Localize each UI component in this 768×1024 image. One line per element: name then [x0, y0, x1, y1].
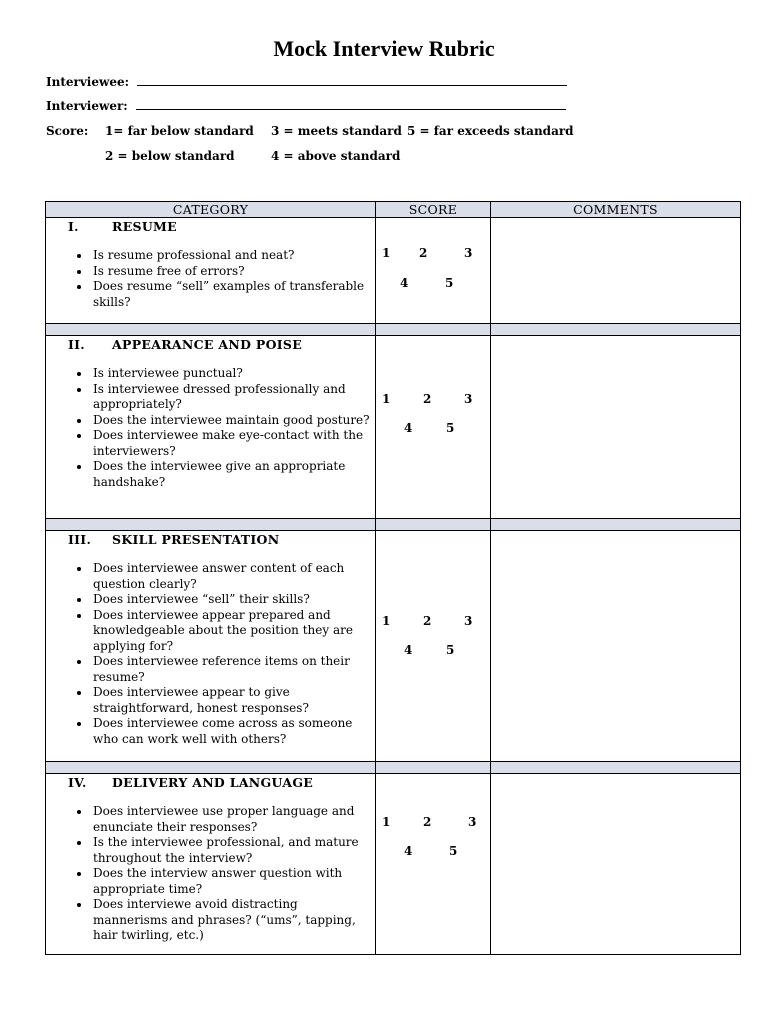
score-option-5[interactable]: 5: [449, 844, 458, 858]
score-option-2[interactable]: 2: [423, 392, 432, 406]
page-title: Mock Interview Rubric: [273, 36, 495, 61]
category-cell: [46, 531, 376, 762]
category-cell: [46, 218, 376, 324]
rubric-table: [45, 201, 741, 955]
category-heading: [46, 532, 375, 547]
score-option-4[interactable]: 4: [404, 421, 413, 435]
score-key-1: 1= far below standard: [105, 124, 254, 138]
category-row-delivery: [46, 774, 741, 955]
question-item: • Does interviewee appear to give straightforward, honest responses?: [91, 685, 375, 716]
score-key-4: 4 = above standard: [271, 149, 401, 163]
category-name: SKILL PRESENTATION: [112, 532, 280, 547]
question-item: • Does the interviewee give an appropriate handshake?: [91, 459, 375, 490]
question-item: • Is interviewee punctual?: [91, 366, 375, 382]
question-item: • Does interviewee come across as someone who can work well with others?: [91, 716, 375, 747]
comments-cell[interactable]: [491, 336, 741, 519]
category-heading: [46, 337, 375, 352]
score-option-2[interactable]: 2: [423, 815, 432, 829]
question-item: • Does the interviewee maintain good posture?: [91, 413, 375, 429]
question-item: • Does interviewe avoid distracting mannerisms and phrases? (“ums”, tapping, hair twirling, etc.): [91, 897, 375, 944]
comments-cell[interactable]: [491, 531, 741, 762]
score-option-2[interactable]: 2: [423, 614, 432, 628]
score-option-2[interactable]: 2: [419, 246, 428, 260]
question-item: • Does interviewee “sell” their skills?: [91, 592, 375, 608]
question-item: • Does the interview answer question with appropriate time?: [91, 866, 375, 897]
question-list: [46, 366, 375, 490]
score-option-3[interactable]: 3: [464, 246, 473, 260]
score-key-2: 2 = below standard: [105, 149, 235, 163]
score-option-5[interactable]: 5: [446, 643, 455, 657]
score-option-4[interactable]: 4: [400, 276, 409, 290]
category-row-skill: [46, 531, 741, 762]
category-numeral: IV.: [68, 775, 87, 790]
category-heading: [46, 775, 375, 790]
interviewee-line[interactable]: [137, 74, 567, 86]
question-item: • Is interviewee dressed professionally and appropriately?: [91, 382, 375, 413]
interviewer-field: [46, 98, 566, 113]
question-list: [46, 804, 375, 944]
score-cell[interactable]: [376, 774, 491, 955]
interviewer-line[interactable]: [136, 98, 566, 110]
category-numeral: III.: [68, 532, 92, 547]
score-option-5[interactable]: 5: [446, 421, 455, 435]
score-key-label: Score:: [46, 124, 89, 138]
score-cell[interactable]: [376, 531, 491, 762]
category-row-resume: [46, 218, 741, 324]
score-option-4[interactable]: 4: [404, 643, 413, 657]
score-option-1[interactable]: 1: [382, 815, 391, 829]
question-item: • Does interviewee appear prepared and knowledgeable about the position they are applying for?: [91, 608, 375, 655]
score-cell[interactable]: [376, 218, 491, 324]
question-item: • Does resume “sell” examples of transferable skills?: [91, 279, 375, 310]
question-item: • Is the interviewee professional, and mature throughout the interview?: [91, 835, 375, 866]
score-key-3: 3 = meets standard: [271, 124, 402, 138]
category-name: RESUME: [112, 219, 178, 234]
question-item: • Does interviewee answer content of each question clearly?: [91, 561, 375, 592]
score-option-3[interactable]: 3: [464, 614, 473, 628]
category-name: DELIVERY AND LANGUAGE: [112, 775, 314, 790]
question-item: • Does interviewee reference items on their resume?: [91, 654, 375, 685]
category-cell: [46, 774, 376, 955]
comments-cell[interactable]: [491, 774, 741, 955]
separator-row: [46, 762, 741, 774]
score-option-3[interactable]: 3: [464, 392, 473, 406]
category-heading: [46, 219, 375, 234]
interviewer-label: Interviewer:: [46, 99, 128, 113]
header-comments: COMMENTS: [491, 202, 741, 218]
header-category: CATEGORY: [46, 202, 376, 218]
score-key-5: 5 = far exceeds standard: [407, 124, 574, 138]
score-option-4[interactable]: 4: [404, 844, 413, 858]
header-score: SCORE: [376, 202, 491, 218]
interviewee-field: [46, 74, 567, 89]
question-item: • Is resume professional and neat?: [91, 248, 375, 264]
score-option-1[interactable]: 1: [382, 392, 391, 406]
score-option-5[interactable]: 5: [445, 276, 454, 290]
score-cell[interactable]: [376, 336, 491, 519]
question-list: [46, 561, 375, 747]
question-item: • Does interviewee use proper language and enunciate their responses?: [91, 804, 375, 835]
category-row-appearance: [46, 336, 741, 519]
score-option-3[interactable]: 3: [468, 815, 477, 829]
category-name: APPEARANCE AND POISE: [112, 337, 303, 352]
header-row: [46, 202, 741, 218]
score-option-1[interactable]: 1: [382, 246, 391, 260]
category-cell: [46, 336, 376, 519]
separator-row: [46, 324, 741, 336]
question-item: • Does interviewee make eye-contact with the interviewers?: [91, 428, 375, 459]
category-numeral: II.: [68, 337, 85, 352]
score-option-1[interactable]: 1: [382, 614, 391, 628]
comments-cell[interactable]: [491, 218, 741, 324]
category-numeral: I.: [68, 219, 79, 234]
question-list: [46, 248, 375, 310]
separator-row: [46, 519, 741, 531]
question-item: • Is resume free of errors?: [91, 264, 375, 280]
interviewee-label: Interviewee:: [46, 75, 130, 89]
